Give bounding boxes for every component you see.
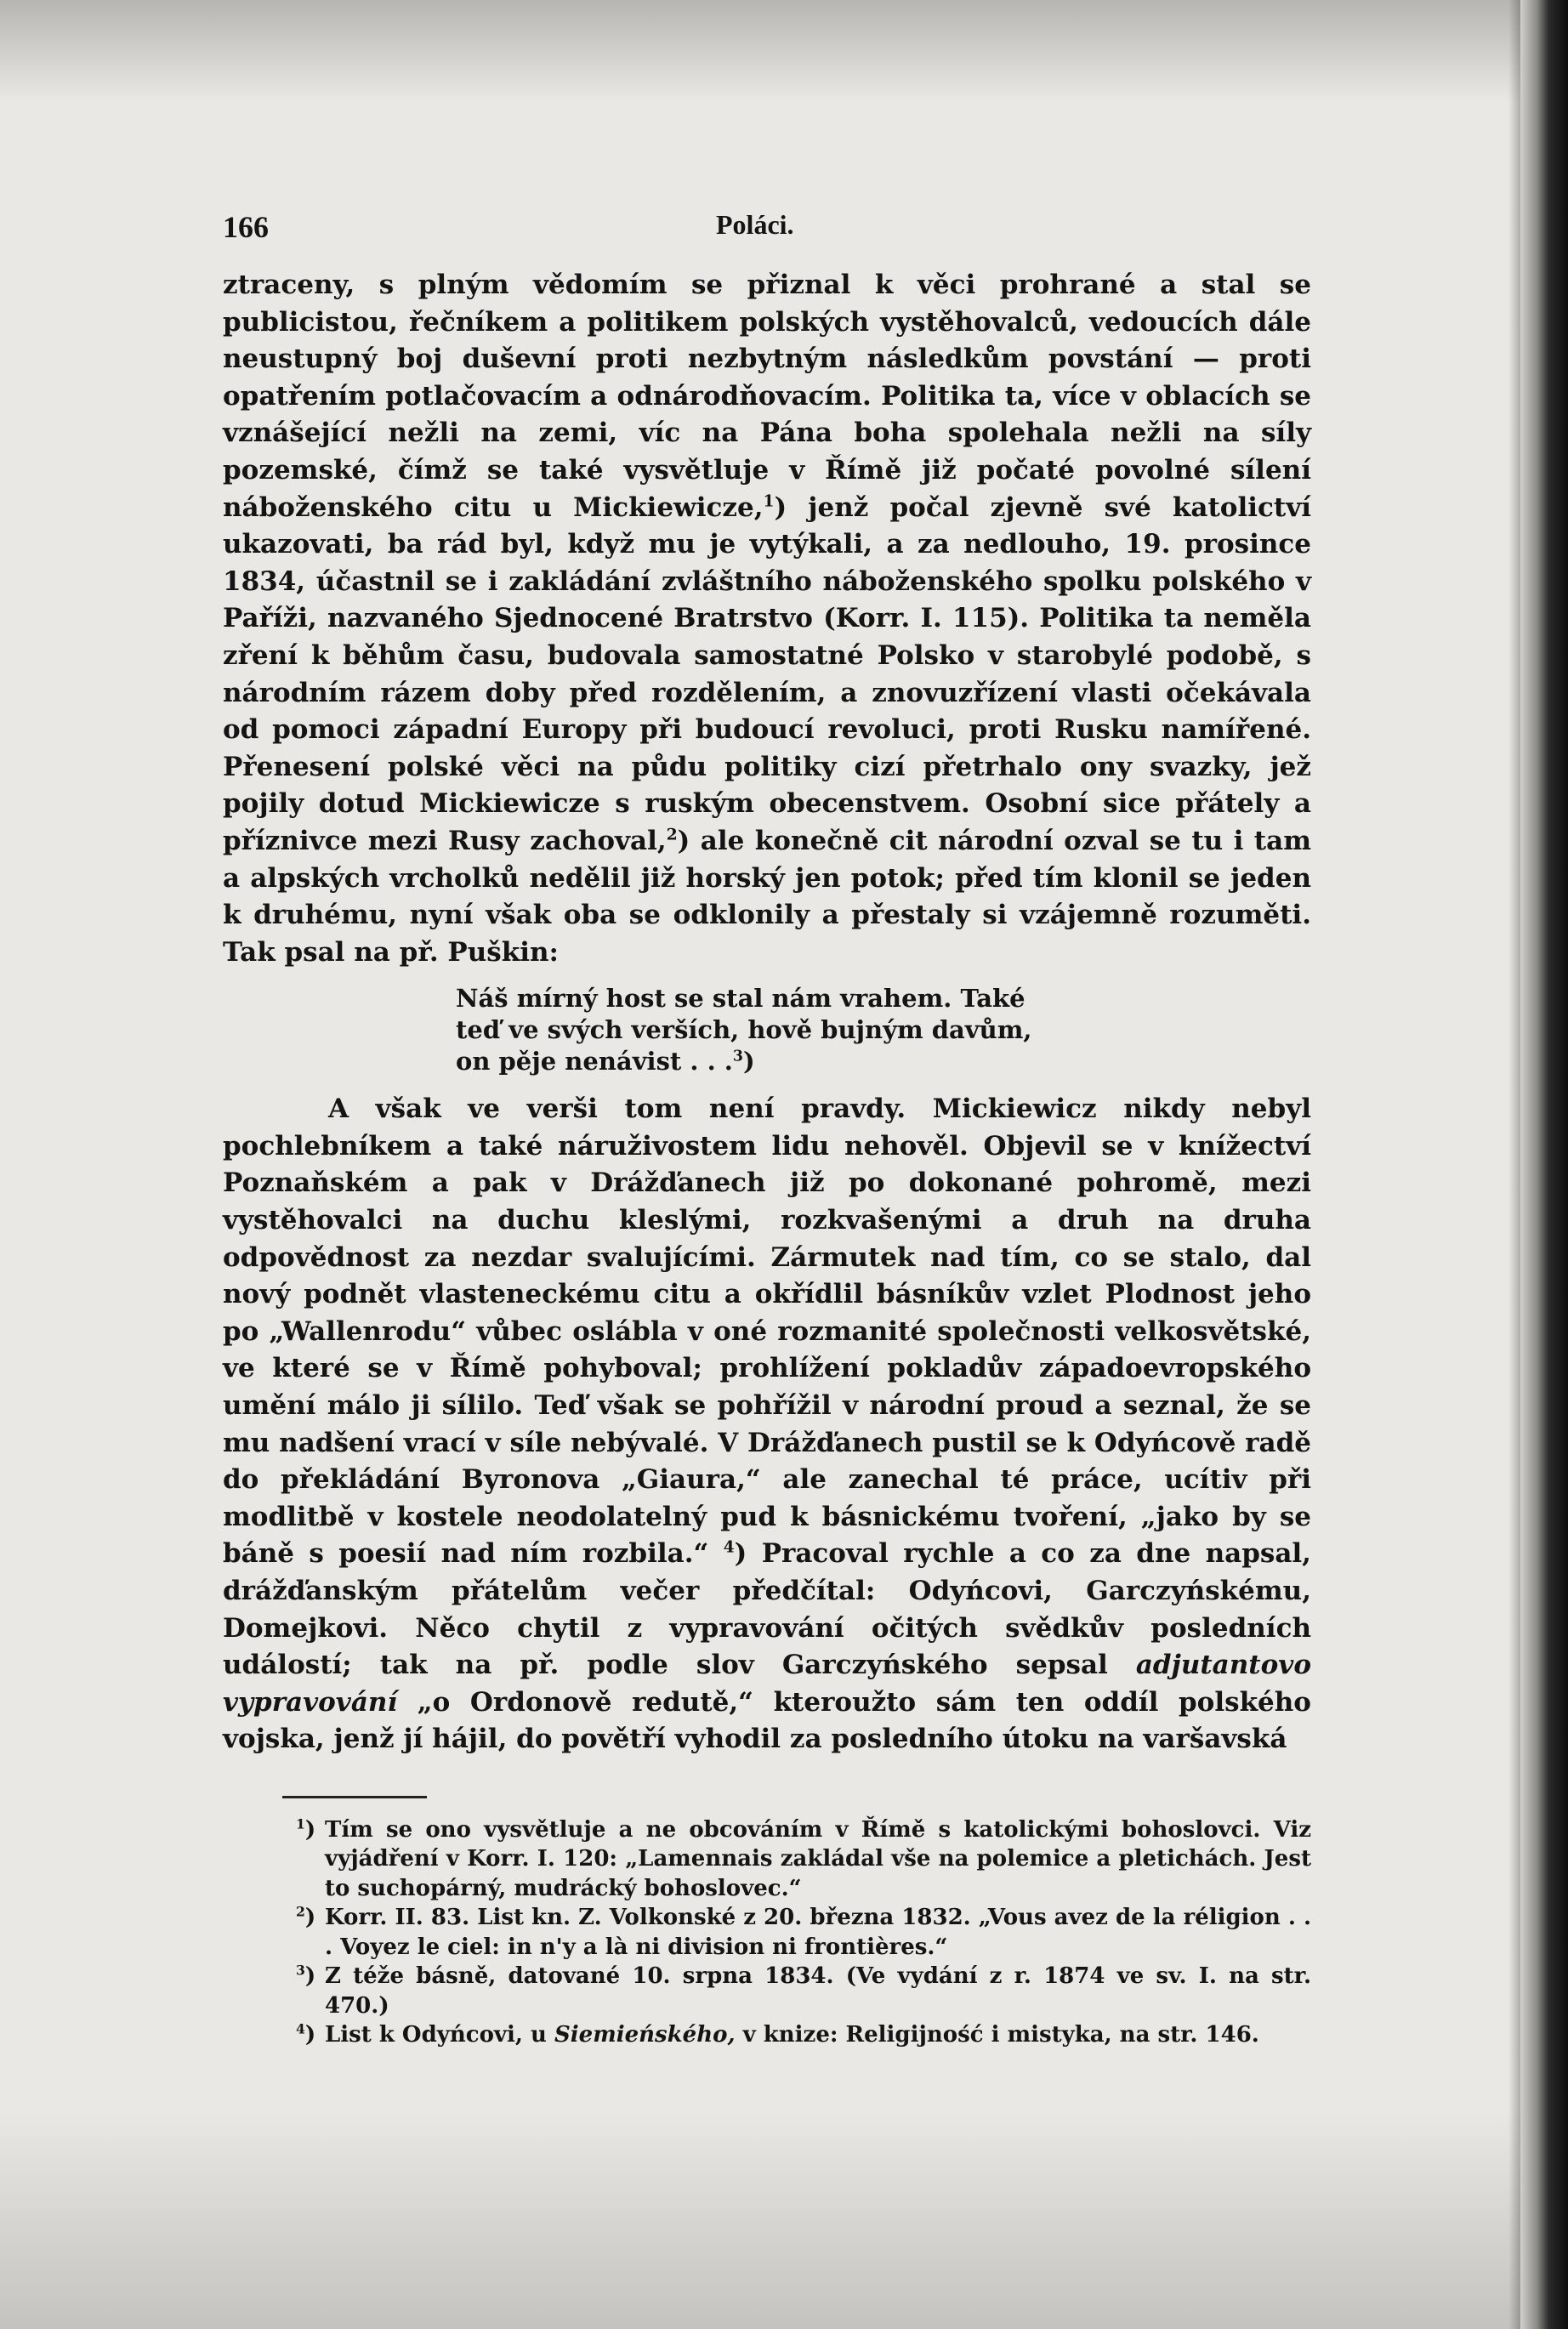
footnote-text: Korr. II. 83. List kn. Z. Volkonské z 20. března 1832. „Vous avez de la réligion . . . Voyez le ciel: in n'y a là ni division ni frontières.“ (325, 1905, 1311, 1960)
paragraph-2-text-a: A však ve verši tom není pravdy. Mickiewicz nikdy nebyl pochlebníkem a také náruživostem lidu nehověl. Objevil se v knížectví Poznaňském a pak v Drážďanech již po dokonané pohromě, mezi vystěhovalci na duchu kleslými, rozkvašenými a druh na druha odpovědnost za nezdar svalujícími. Zármutek nad tím, co se stalo, dal nový podnět vlasteneckému citu a okřídlil básníkův vzlet Plodnost jeho po „Wallenrodu“ vůbec oslábla v oné rozmanité společnosti velkosvětské, ve které se v Římě pohyboval; prohlížení pokladův západoevropského umění málo ji sílilo. Teď však se pohřížil v národní proud a seznal, že se mu nadšení vrací v síle nebývalé. V Drážďanech pustil se k Odyńcově radě do překládání Byronova „Giaura,“ ale zanechal té práce, ucítiv při modlitbě v kostele neodolatelný pud k básnickému tvoření, „jako by se báně s poesií nad ním rozbila.“ (223, 1093, 1311, 1570)
footnote-ref-2: 2 (666, 826, 678, 844)
verse-quote (456, 983, 1311, 1077)
footnotes (223, 1815, 1311, 2050)
page-gutter-shadow (1508, 0, 1520, 2329)
page-header (223, 197, 1311, 248)
page-number: 166 (223, 210, 269, 244)
paragraph-2-italic: adjutantovo vypravování (223, 1650, 1311, 1718)
footnote-mark: $^2$) (296, 1903, 316, 1931)
footnote-3 (223, 1962, 1311, 2020)
scan-shadow-top (0, 0, 1568, 102)
running-head: Poláci. (716, 209, 794, 240)
paragraph-1-text-a: ztraceny, s plným vědomím se přiznal k věci prohrané a stal se publicistou, řečníkem a politikem polských vystěhovalců, vedoucích dále neustupný boj duševní proti nezbytným následkům povstání — proti opatřením potlačovacím a odnárodňovacím. Politika ta, více v oblacích se vznášející nežli na zemi, víc na Pána boha spolehala nežli na síly pozemské, čímž se také vysvětluje v Římě již počaté povolné sílení náboženského citu u Mickiewicze, (223, 270, 1311, 523)
paragraph-2-text-b: Pracoval rychle a co za dne napsal, drážďanským přátelům večer předčítal: Odyńcovi, Garczyńskému, Domejkovi. Něco chytil z vypravování očitých svědkův posledních událostí; tak na př. podle slov Garczyńského sepsal (223, 1538, 1311, 1681)
verse-line-3-text: on pěje nenávist . . . (456, 1047, 733, 1076)
footnote-italic: Siemieńského, (554, 2022, 736, 2048)
footnote-mark: $^3$) (296, 1962, 316, 1990)
footnote-ref-3: 3 (732, 1048, 743, 1065)
verse-line-3: on pěje nenávist . . .$^3$) (456, 1047, 755, 1076)
footnote-ref-1: 1 (763, 492, 775, 511)
book-page (223, 197, 1311, 2050)
footnote-mark: $^4$) (296, 2020, 316, 2048)
scan-shadow-bottom (0, 2108, 1568, 2329)
footnote-text: Z téže básně, datované 10. srpna 1834. (Ve vydání z r. 1874 ve sv. I. na str. 470.) (325, 1963, 1311, 2019)
verse-line-2: teď ve svých verších, hově bujným davům, (456, 1015, 1032, 1045)
footnote-ref-4: 4 (723, 1539, 735, 1558)
footnote-mark: $^1$) (296, 1815, 316, 1843)
paragraph-1-text-b: jenž počal zjevně své katolictví ukazovati, ba rád byl, když mu je vytýkali, a za nedlouho, 19. prosince 1834, účastnil se i zakládání zvláštního náboženského spolku polského v Paříži, nazvaného Sjednocené Bratrstvo (Korr. I. 115). Politika ta neměla zření k běhům času, budovala samostatné Polsko v starobylé podobě, s národním rázem doby před rozdělením, a znovuzřízení vlasti očekávala od pomoci západní Europy při budoucí revoluci, proti Rusku namířené. Přenesení polské věci na půdu politiky cizí přetrhalo ony svazky, jež pojily dotud Mickiewicze s ruským obecenstvem. Osobní sice přátely a příznivce mezi Rusy zachoval, (223, 491, 1312, 856)
footnote-divider (282, 1796, 427, 1798)
footnote-1 (223, 1815, 1311, 1904)
paragraph-2: A však ve verši tom není pravdy. Mickiewicz nikdy nebyl pochlebníkem a také náruživostem lidu nehověl. Objevil se v knížectví Poznaňském a pak v Drážďanech již po dokonané pohromě, mezi vystěhovalci na duchu kleslými, rozkvašenými a druh na druha odpovědnost za nezdar svalujícími. Zármutek nad tím, co se stalo, dal nový podnět vlasteneckému citu a okřídlil básníkův vzlet Plodnost jeho po „Wallenrodu“ vůbec oslábla v oné rozmanité společnosti velkosvětské, ve které se v Římě pohyboval; prohlížení pokladův západoevropského umění málo ji sílilo. Teď však se pohřížil v národní proud a seznal, že se mu nadšení vrací v síle nebývalé. V Drážďanech pustil se k Odyńcově radě do překládání Byronova „Giaura,“ ale zanechal té práce, ucítiv při modlitbě v kostele neodolatelný pud k básnickému tvoření, „jako by se báně s poesií nad ním rozbila.“ $^4$) Pracoval rychle a co za dne napsal, drážďanským přátelům večer předčítal: Odyńcovi, Garczyńskému, Domejkovi. Něco chytil z vypravování očitých svědkův posledních událostí; tak na př. podle slov Garczyńského sepsal adjutantovo vypravování „o Ordonově redutě,“ kteroužto sám ten oddíl polského vojska, jenž jí hájil, do povětří vyhodil za posledního útoku na varšavská (223, 1093, 1311, 1755)
footnote-2 (223, 1903, 1311, 1962)
footnote-text-b: v knize: Religijność i mistyka, na str. 146. (742, 2022, 1259, 2048)
paragraph-2-text-c: „o Ordonově redutě,“ kteroužto sám ten oddíl polského vojska, jenž jí hájil, do povětří vyhodil za posledního útoku na varšavská (223, 1686, 1311, 1755)
main-text (223, 267, 1311, 1758)
footnote-text-a: List k Odyńcovi, u (325, 2022, 547, 2048)
verse-line-1: Náš mírný host se stal nám vrahem. Také (456, 984, 1025, 1014)
paragraph-1: ztraceny, s plným vědomím se přiznal k věci prohrané a stal se publicistou, řečníkem a politikem polských vystěhovalců, vedoucích dále neustupný boj duševní proti nezbytným následkům povstání — proti opatřením potlačovacím a odnárodňovacím. Politika ta, více v oblacích se vznášející nežli na zemi, víc na Pána boha spolehala nežli na síly pozemské, čímž se také vysvětluje v Římě již počaté povolné sílení náboženského citu u Mickiewicze,$^1$) jenž počal zjevně své katolictví ukazovati, ba rád byl, když mu je vytýkali, a za nedlouho, 19. prosince 1834, účastnil se i zakládání zvláštního náboženského spolku polského v Paříži, nazvaného Sjednocené Bratrstvo (Korr. I. 115). Politika ta neměla zření k běhům času, budovala samostatné Polsko v starobylé podobě, s národním rázem doby před rozdělením, a znovuzřízení vlasti očekávala od pomoci západní Europy při budoucí revoluci, proti Rusku namířené. Přenesení polské věci na půdu politiky cizí přetrhalo ony svazky, jež pojily dotud Mickiewicze s ruským obecenstvem. Osobní sice přátely a příznivce mezi Rusy zachoval,$^2$) ale konečně cit národní ozval se tu i tam a alpských vrcholků nedělil již horský jen potok; před tím klonil se jeden k druhému, nyní však oba se odklonily a přestaly si vzájemně rozuměti. Tak psal na př. Puškin: (223, 270, 1312, 968)
paragraph-1-text-c: ale konečně cit národní ozval se tu i tam a alpských vrcholků nedělil již horský jen potok; před tím klonil se jeden k druhému, nyní však oba se odklonily a přestaly si vzájemně rozuměti. Tak psal na př. Puškin: (223, 825, 1311, 968)
footnote-text: Tím se ono vysvětluje a ne obcováním v Římě s katolickými bohoslovci. Viz vyjádření v Korr. I. 120: „Lamennais zakládal vše na polemice a pletichách. Jest to suchopárný, mudrácký bohoslovec.“ (325, 1816, 1311, 1901)
scanned-page-edge (1520, 0, 1568, 2329)
footnote-4 (223, 2020, 1311, 2050)
